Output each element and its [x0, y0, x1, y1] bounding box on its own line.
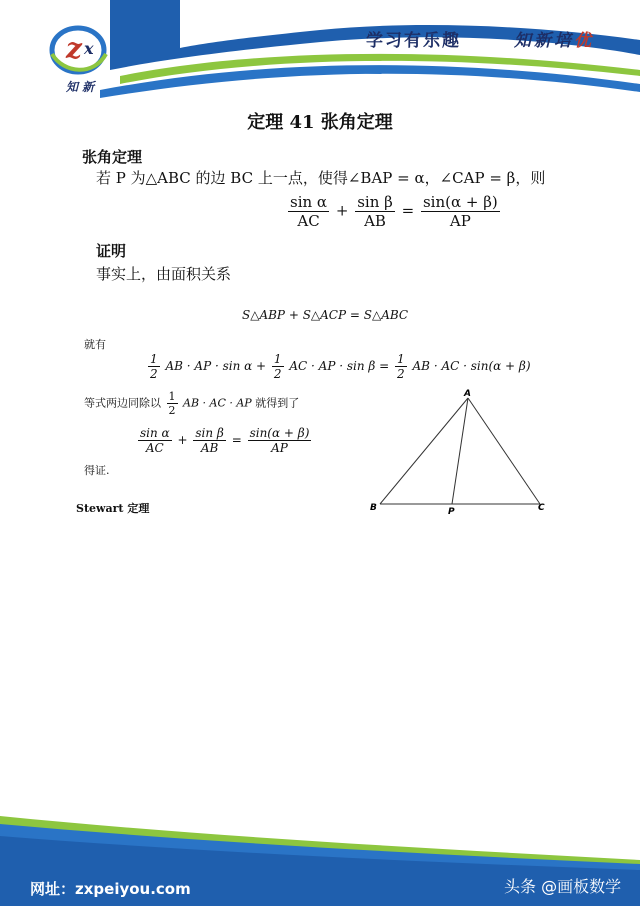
jiuyou-text: 就有 — [84, 338, 106, 351]
stewart-heading: Stewart 定理 — [76, 502, 150, 515]
area-relation: S△ABP + S△ACP = S△ABC — [242, 308, 409, 322]
page-title: 定理 41 张角定理 — [247, 112, 393, 133]
proof-heading: 证明 — [96, 242, 127, 260]
footer-url[interactable]: 网址：zxpeiyou.com — [30, 880, 191, 898]
svg-text:z: z — [66, 32, 82, 65]
divide-line: 等式两边同除以 $\frac{1}{2}$ AB · AC · AP 就得到了 — [84, 390, 300, 417]
logo-icon — [44, 14, 114, 80]
label-b: B — [370, 503, 377, 513]
header-slogan: 学习有乐趣 — [366, 31, 461, 51]
label-a: A — [464, 389, 471, 399]
theorem-formula: $\frac{\text{sin α}}{AC}$ + $\frac{\text{sin β}}{AB}$ = $\frac{\sin(\alpha + \beta)}{AP}$ — [290, 193, 498, 230]
section-heading: 张角定理 — [82, 148, 143, 166]
svg-text:x: x — [84, 39, 94, 58]
label-c: C — [538, 503, 545, 513]
result-formula: $\frac{\text{sin α}}{AC}$ + $\frac{\text{sin β}}{AB}$ = $\frac{\sin(\alpha + \beta)}{AP}$ — [140, 426, 310, 455]
logo-text: 知 新 — [66, 80, 95, 94]
label-p: P — [448, 507, 455, 517]
theorem-statement: 若 P 为△ABC 的边 BC 上一点，使得∠BAP = α，∠CAP = β，则 — [96, 169, 546, 187]
side-ac — [468, 398, 540, 504]
proof-line: 事实上，由面积关系 — [96, 265, 232, 283]
qed-text: 得证. — [84, 464, 110, 477]
triangle-figure — [360, 386, 560, 522]
area-equation: $\frac{1}{2}$ AB · AP · sin α + $\frac{1}{2}$ AC · AP · sin β = $\frac{1}{2}$ AB · AC · sin(α + β) — [150, 352, 531, 381]
header-motto: 知新培优 — [514, 31, 594, 51]
watermark-text: 头条 @画板数学 — [504, 877, 622, 896]
